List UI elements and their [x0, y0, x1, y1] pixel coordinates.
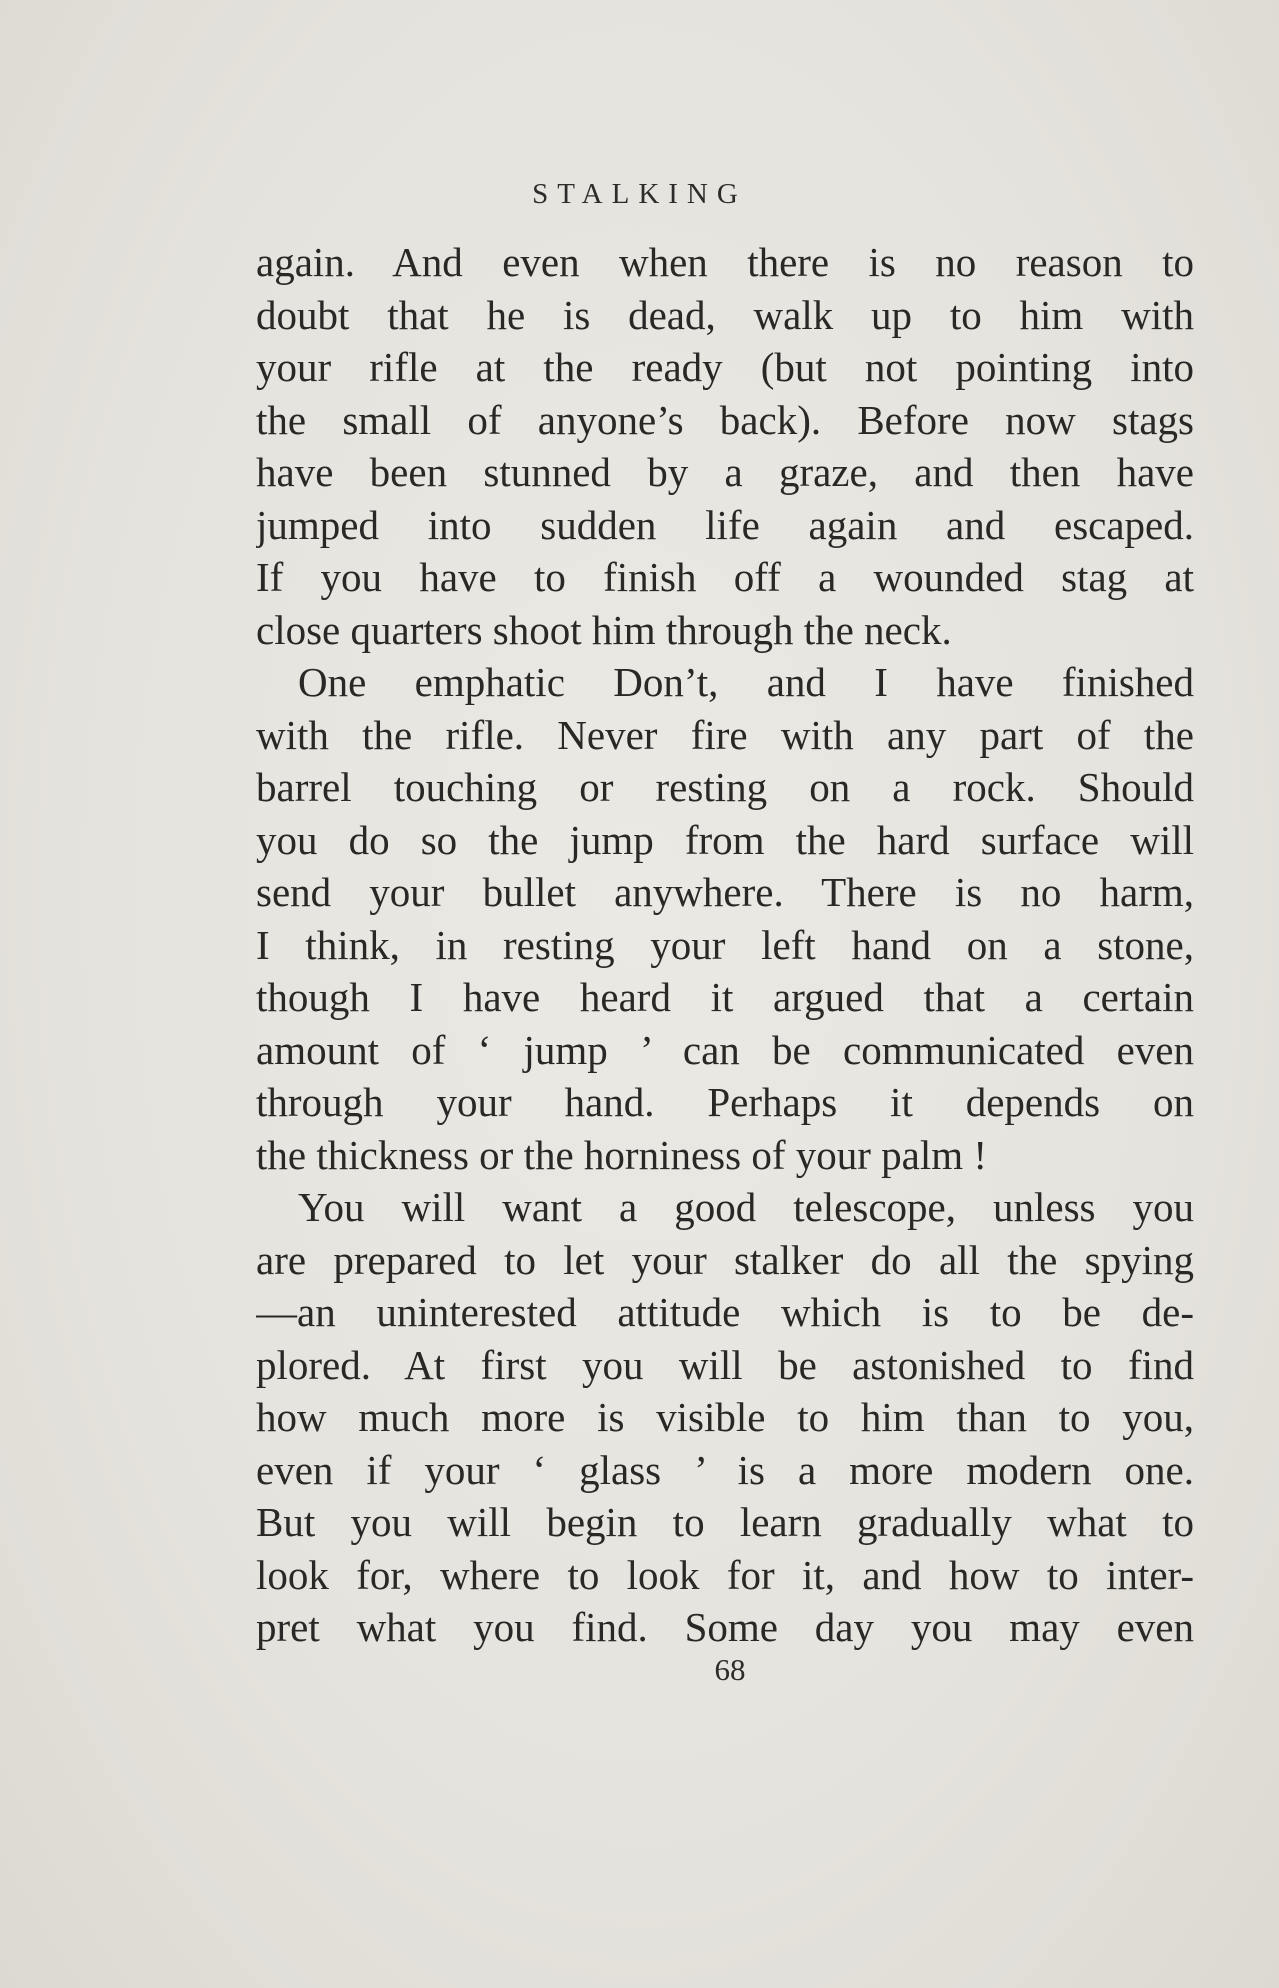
- text-line: close quarters shoot him through the neck.: [256, 606, 952, 653]
- text-line: pret what you find. Some day you may even: [256, 1604, 1194, 1650]
- page-number: 68: [714, 1652, 746, 1687]
- text-line: are prepared to let your stalker do all the spying: [256, 1236, 1194, 1283]
- text-line: send your bullet anywhere. There is no harm,: [256, 869, 1194, 915]
- text-line: your rifle at the ready (but not pointing into: [256, 344, 1194, 390]
- text-line: look for, where to look for it, and how to inter-: [256, 1551, 1194, 1598]
- body-text: [256, 236, 1194, 1654]
- text-line: through your hand. Perhaps it depends on: [256, 1079, 1194, 1125]
- text-line: One emphatic Don’t, and I have finished: [298, 659, 1194, 705]
- text-line: plored. At first you will be astonished to find: [256, 1341, 1194, 1388]
- text-line: jumped into sudden life again and escaped.: [256, 501, 1194, 548]
- text-line: You will want a good telescope, unless you: [298, 1184, 1194, 1230]
- text-line: you do so the jump from the hard surface will: [256, 816, 1194, 863]
- text-line: have been stunned by a graze, and then have: [256, 449, 1194, 495]
- text-line: But you will begin to learn gradually what to: [256, 1499, 1194, 1545]
- text-line: again. And even when there is no reason to: [256, 239, 1194, 285]
- text-line: with the rifle. Never fire with any part of the: [256, 711, 1194, 758]
- text-line: If you have to finish off a wounded stag at: [256, 554, 1194, 600]
- text-line: though I have heard it argued that a certain: [256, 974, 1194, 1020]
- running-head: STALKING: [532, 178, 747, 210]
- text-line: how much more is visible to him than to you,: [256, 1394, 1194, 1440]
- text-line: —an uninterested attitude which is to be de-: [256, 1289, 1194, 1335]
- text-line: even if your ‘ glass ’ is a more modern one.: [256, 1446, 1194, 1493]
- text-line: amount of ‘ jump ’ can be communicated even: [256, 1026, 1194, 1073]
- text-line: the small of anyone’s back). Before now stags: [256, 396, 1194, 443]
- text-line: the thickness or the horniness of your palm !: [256, 1131, 988, 1178]
- text-line: I think, in resting your left hand on a stone,: [256, 921, 1194, 968]
- text-line: barrel touching or resting on a rock. Should: [256, 764, 1194, 810]
- text-line: doubt that he is dead, walk up to him with: [256, 291, 1194, 338]
